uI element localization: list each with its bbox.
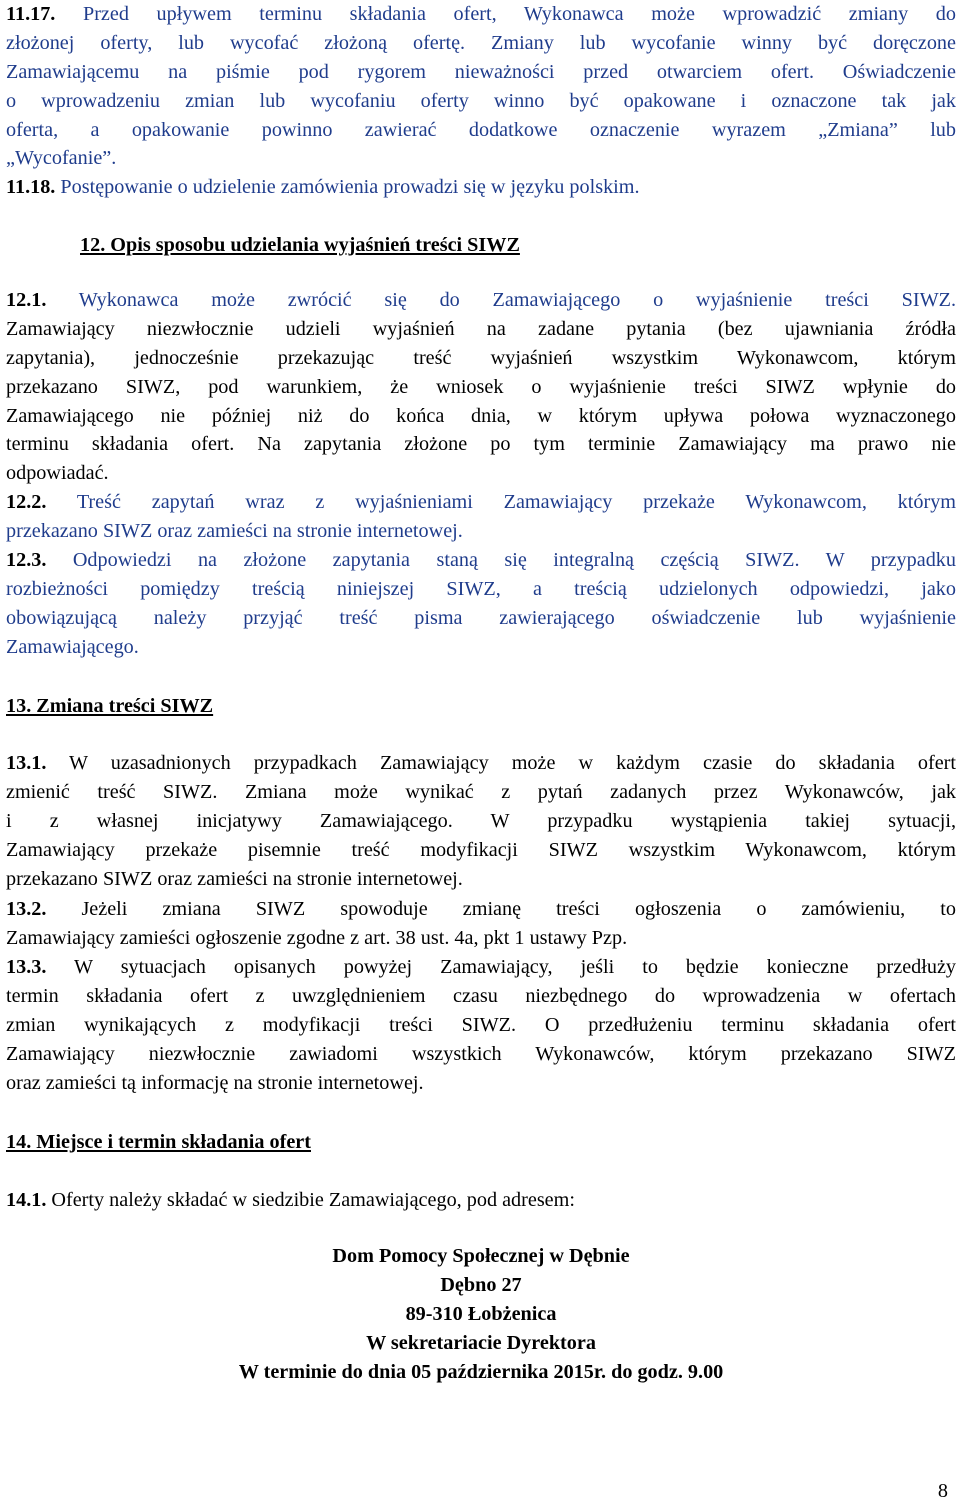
text-line: przekazano SIWZ oraz zamieści na stronie internetowej. — [6, 519, 463, 542]
text-span: Postępowanie o udzielenie zamówienia prowadzi się w języku polskim. — [55, 176, 640, 198]
paragraph-13-2 — [6, 895, 956, 953]
text-line — [6, 546, 956, 575]
text-span: W sytuacjach opisanych powyżej Zamawiający, jeśli to będzie konieczne przedłuży — [46, 956, 956, 978]
text-line: zmienić treść SIWZ. Zmiana może wynikać z pytań zadanych przez Wykonawców, jak — [6, 780, 956, 803]
section-number: 13.3. — [6, 956, 47, 978]
text-line: zapytania), jednocześnie przekazując treść wyjaśnień wszystkim Wykonawcom, którym — [6, 346, 956, 369]
paragraph-14-1 — [6, 1186, 956, 1215]
text-line: przekazano SIWZ, pod warunkiem, że wniosek o wyjaśnienie treści SIWZ wpłynie do — [6, 375, 956, 398]
text-line — [6, 749, 956, 778]
section-heading-13 — [6, 692, 956, 720]
text-span: Odpowiedzi na złożone zapytania staną się integralną częścią SIWZ. W przypadku — [46, 549, 956, 571]
section-number: 12.3. — [6, 549, 47, 571]
address-block — [6, 1242, 956, 1387]
text-line: rozbieżności pomiędzy treścią niniejszej SIWZ, a treścią udzielonych odpowiedzi, jako — [6, 577, 956, 600]
text-line: obowiązującą należy przyjąć treść pisma zawierającego oświadczenie lub wyjaśnienie — [6, 606, 956, 629]
heading-text: 12. Opis sposobu udzielania wyjaśnień treści SIWZ — [80, 234, 520, 256]
text-line: oferta, a opakowanie powinno zawierać dodatkowe oznaczenie wyrazem „Zmiana” lub — [6, 118, 956, 141]
address-line: Dębno 27 — [440, 1274, 522, 1296]
address-line: Dom Pomocy Społecznej w Dębnie — [332, 1245, 630, 1267]
heading-text: 13. Zmiana treści SIWZ — [6, 695, 214, 717]
text-line: i z własnej inicjatywy Zamawiającego. W przypadku wystąpienia takiej sytuacji, — [6, 809, 956, 832]
text-line: zmian wynikających z modyfikacji treści SIWZ. O przedłużeniu terminu składania ofert — [6, 1013, 956, 1036]
page-number: 8 — [937, 1480, 948, 1502]
section-number: 13.2. — [6, 898, 47, 920]
text-line — [6, 895, 956, 924]
text-line: Zamawiający przekaże pisemnie treść modyfikacji SIWZ wszystkim Wykonawcom, którym — [6, 838, 956, 861]
text-line: „Wycofanie”. — [6, 147, 117, 170]
text-span: Wykonawca może zwrócić się do Zamawiającego o wyjaśnienie treści SIWZ. — [46, 289, 956, 311]
text-span: Jeżeli zmiana SIWZ spowoduje zmianę treści ogłoszenia o zamówieniu, to — [46, 898, 956, 920]
text-span: Przed upływem terminu składania ofert, Wykonawca może wprowadzić zmiany do — [55, 3, 956, 25]
section-number: 11.18. — [6, 176, 56, 198]
section-number: 14.1. — [6, 1189, 47, 1211]
text-span: W uzasadnionych przypadkach Zamawiający może w każdym czasie do składania ofert — [46, 752, 956, 774]
address-line: W terminie do dnia 05 października 2015r. do godz. 9.00 — [238, 1361, 724, 1383]
text-line: odpowiadać. — [6, 462, 109, 485]
paragraph-11-18 — [6, 173, 956, 202]
text-line — [6, 286, 956, 315]
text-span: Oferty należy składać w siedzibie Zamawiającego, pod adresem: — [46, 1189, 575, 1211]
section-number: 11.17. — [6, 3, 56, 25]
text-line: złożonej oferty, lub wycofać złożoną ofertę. Zmiany lub wycofanie winny być doręczone — [6, 31, 956, 54]
text-line: Zamawiający niezwłocznie udzieli wyjaśnień na zadane pytania (bez ujawniania źródła — [6, 317, 956, 340]
text-line: Zamawiający niezwłocznie zawiadomi wszystkich Wykonawców, którym przekazano SIWZ — [6, 1042, 956, 1065]
text-line — [6, 953, 956, 982]
heading-text: 14. Miejsce i termin składania ofert — [6, 1131, 311, 1153]
text-line: oraz zamieści tą informację na stronie internetowej. — [6, 1071, 424, 1094]
text-line — [6, 1186, 956, 1215]
section-heading-14 — [6, 1128, 956, 1156]
text-line: o wprowadzeniu zmian lub wycofaniu oferty winno być opakowane i oznaczone tak jak — [6, 89, 956, 112]
address-line: W sekretariacie Dyrektora — [366, 1332, 596, 1354]
document-page — [6, 0, 956, 1509]
text-span: Treść zapytań wraz z wyjaśnieniami Zamawiający przekaże Wykonawcom, którym — [46, 491, 956, 513]
paragraph-11-17 — [6, 0, 956, 173]
text-line: termin składania ofert z uwzględnieniem czasu niezbędnego do wprowadzenia w ofertach — [6, 984, 956, 1007]
section-number: 12.1. — [6, 289, 47, 311]
paragraph-12-3 — [6, 546, 956, 662]
paragraph-13-3 — [6, 953, 956, 1097]
text-span: Zamawiającemu na piśmie pod rygorem nieważności przed otwarciem ofert. Oświadczenie — [6, 60, 956, 83]
section-heading-12 — [6, 231, 956, 259]
section-number: 13.1. — [6, 752, 47, 774]
text-line: przekazano SIWZ oraz zamieści na stronie internetowej. — [6, 867, 463, 890]
text-line: terminu składania ofert. Na zapytania złożone po tym terminie Zamawiający ma prawo nie — [6, 433, 956, 456]
text-line — [6, 173, 956, 202]
text-line: Zamawiającego. — [6, 635, 139, 658]
text-line: Zamawiający zamieści ogłoszenie zgodne z art. 38 ust. 4a, pkt 1 ustawy Pzp. — [6, 926, 628, 949]
text-line: Zamawiającego nie później niż do końca dnia, w którym upływa połowa wyznaczonego — [6, 404, 956, 427]
paragraph-12-2 — [6, 488, 956, 546]
paragraph-12-1 — [6, 286, 956, 488]
text-line — [6, 58, 956, 87]
address-line: 89-310 Łobżenica — [405, 1303, 557, 1325]
text-line — [6, 488, 956, 517]
text-line — [6, 0, 956, 29]
section-number: 12.2. — [6, 491, 47, 513]
paragraph-13-1 — [6, 749, 956, 893]
